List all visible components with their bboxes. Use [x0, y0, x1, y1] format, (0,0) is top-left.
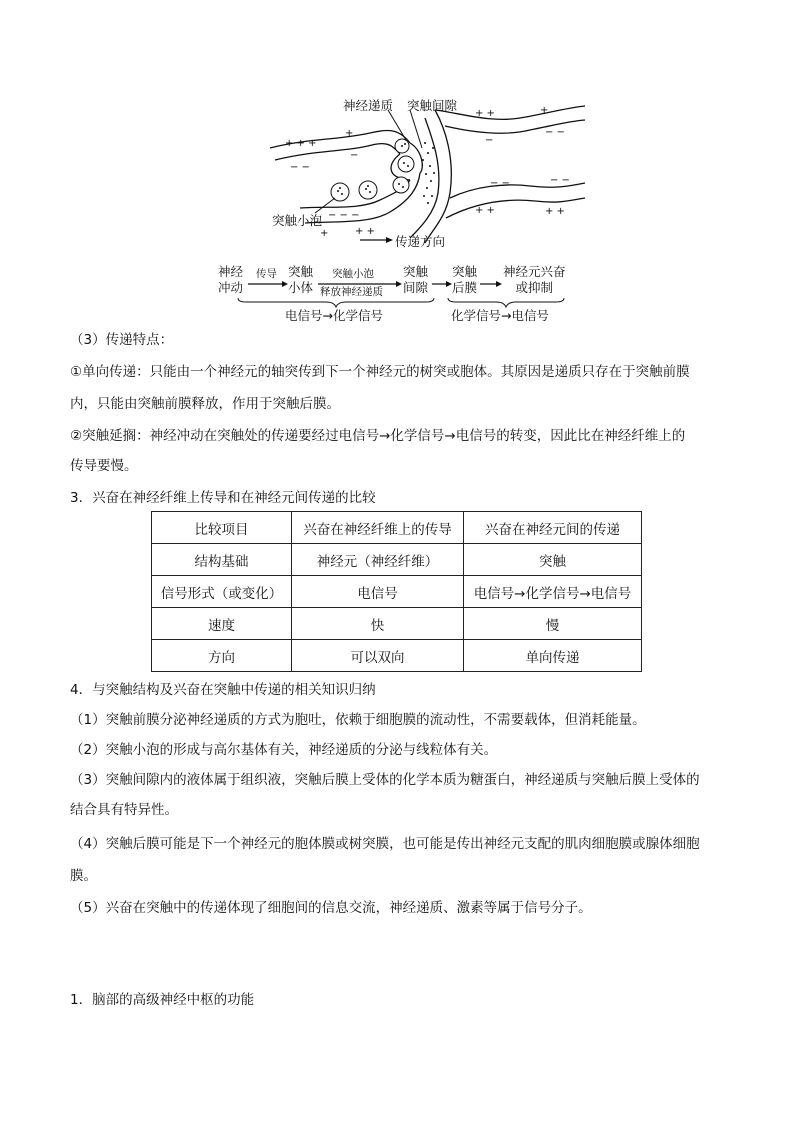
brace1-label: 电信号→化学信号 [285, 308, 383, 323]
svg-text:− −: − − [290, 162, 310, 173]
svg-text:+: + [345, 128, 354, 139]
flow-node3-line1: 突触 [452, 264, 478, 279]
flow-node3-line2: 后膜 [452, 280, 478, 295]
item2-line1: ②突触延搁：神经冲动在突触处的传递要经过电信号→化学信号→电信号的转变，因此比在神经纤维上的 [70, 428, 686, 444]
table-cell: 速度 [152, 608, 292, 640]
table-cell: 信号形式（或变化） [152, 576, 292, 608]
svg-text:−: − [485, 135, 494, 146]
pointer-neurotransmitter [388, 110, 406, 140]
label-direction: 传递方向 [395, 234, 446, 249]
section4-heading: 4．与突触结构及兴奋在突触中传递的相关知识归纳 [70, 682, 376, 698]
table-header-cell: 兴奋在神经纤维上的传导 [292, 512, 464, 544]
section4-p4-line2: 膜。 [70, 868, 97, 884]
neurotransmitter-dots [422, 142, 435, 204]
brain-heading: 1．脑部的高级神经中枢的功能 [70, 992, 255, 1008]
arrow3 [432, 280, 452, 288]
table-row [152, 576, 642, 608]
svg-text:+ + +: + + + [285, 138, 317, 149]
item2-line2: 传导要慢。 [70, 458, 138, 474]
table-cell: 快 [292, 608, 464, 640]
label-neurotransmitter: 神经递质 [343, 98, 394, 113]
brace2-label: 化学信号→电信号 [451, 308, 549, 323]
table-row [152, 640, 642, 672]
flow-node2-line2: 间隙 [403, 280, 429, 295]
svg-text:+ +: + + [545, 206, 565, 217]
svg-text:+: + [540, 105, 549, 116]
svg-text:− −: − − [490, 178, 510, 189]
arrow4 [480, 280, 502, 288]
flow-end-line1: 神经元兴奋 [503, 264, 566, 279]
section4-p4-line1: （4）突触后膜可能是下一个神经元的胞体膜或树突膜，也可能是传出神经元支配的肌肉细胞膜或腺体细胞 [70, 836, 700, 852]
section3-sub-heading: （3）传递特点： [70, 332, 174, 348]
item1-line1: ①单向传递：只能由一个神经元的轴突传到下一个神经元的树突或胞体。其原因是递质只存在于突触前膜 [70, 364, 690, 380]
flow-node1 [288, 264, 313, 296]
table-header-cell: 兴奋在神经元间的传递 [464, 512, 642, 544]
dendrite-membrane-upper [435, 106, 585, 119]
arrow2-label-top: 突触小泡 [332, 268, 374, 280]
flow-node3 [452, 264, 477, 296]
flow-start-line1: 神经 [218, 264, 244, 279]
svg-text:+ +: + + [475, 108, 495, 119]
table-header-row [152, 512, 642, 544]
section4-p5: （5）兴奋在突触中的传递体现了细胞间的信息交流，神经递质、激素等属于信号分子。 [70, 900, 592, 916]
table-cell: 突触 [464, 544, 642, 576]
label-vesicle: 突触小泡 [272, 213, 323, 228]
svg-text:−: − [350, 150, 359, 161]
table-cell: 方向 [152, 640, 292, 672]
table-header-cell: 比较项目 [152, 512, 292, 544]
flow-start [218, 264, 243, 296]
svg-text:− −: − − [545, 127, 565, 138]
comparison-table [151, 511, 642, 672]
vesicles-in-knob [393, 139, 414, 193]
flow-node2-line1: 突触 [403, 264, 429, 279]
svg-text:− −: − − [550, 175, 570, 186]
item1-line2: 内，只能由突触前膜释放，作用于突触后膜。 [70, 396, 340, 412]
svg-text:+: + [320, 228, 329, 239]
section4-p1: （1）突触前膜分泌神经递质的方式为胞吐，依赖于细胞膜的流动性，不需要载体，但消耗能量。 [70, 712, 646, 728]
section4-p3-line2: 结合具有特异性。 [70, 802, 178, 818]
arrow2-label-bottom: 释放神经递质 [320, 286, 383, 298]
flow-start-line2: 冲动 [218, 280, 244, 295]
flow-end [503, 264, 566, 296]
table-cell: 电信号→化学信号→电信号 [464, 576, 642, 608]
arrow1 [248, 280, 288, 288]
svg-text:+ +: + + [475, 205, 495, 216]
table-cell: 单向传递 [464, 640, 642, 672]
arrow1-label: 传导 [256, 268, 277, 280]
table-row [152, 544, 642, 576]
pointer-synaptic-cleft [410, 110, 422, 148]
flow-end-line2: 或抑制 [515, 280, 554, 295]
compare-heading: 3．兴奋在神经纤维上传导和在神经元间传递的比较 [70, 490, 376, 506]
flow-node1-line2: 小体 [288, 280, 314, 295]
svg-text:+ +: + + [355, 226, 375, 237]
vesicles-in-axon [331, 181, 377, 201]
table-cell: 结构基础 [152, 544, 292, 576]
flow-node1-line1: 突触 [288, 264, 314, 279]
section4-p2: （2）突触小泡的形成与高尔基体有关，神经递质的分泌与线粒体有关。 [70, 742, 498, 758]
table-row [152, 608, 642, 640]
table-cell: 慢 [464, 608, 642, 640]
postsynaptic-membrane [410, 118, 439, 238]
svg-text:− − −: − − − [328, 210, 360, 221]
section4-p3-line1: （3）突触间隙内的液体属于组织液，突触后膜上受体的化学本质为糖蛋白，神经递质与突触后膜上受体的 [70, 772, 700, 788]
label-synaptic-cleft: 突触间隙 [407, 98, 458, 113]
table-cell: 可以双向 [292, 640, 464, 672]
table-cell: 神经元（神经纤维） [292, 544, 464, 576]
table-cell: 电信号 [292, 576, 464, 608]
flow-node2 [403, 264, 428, 296]
